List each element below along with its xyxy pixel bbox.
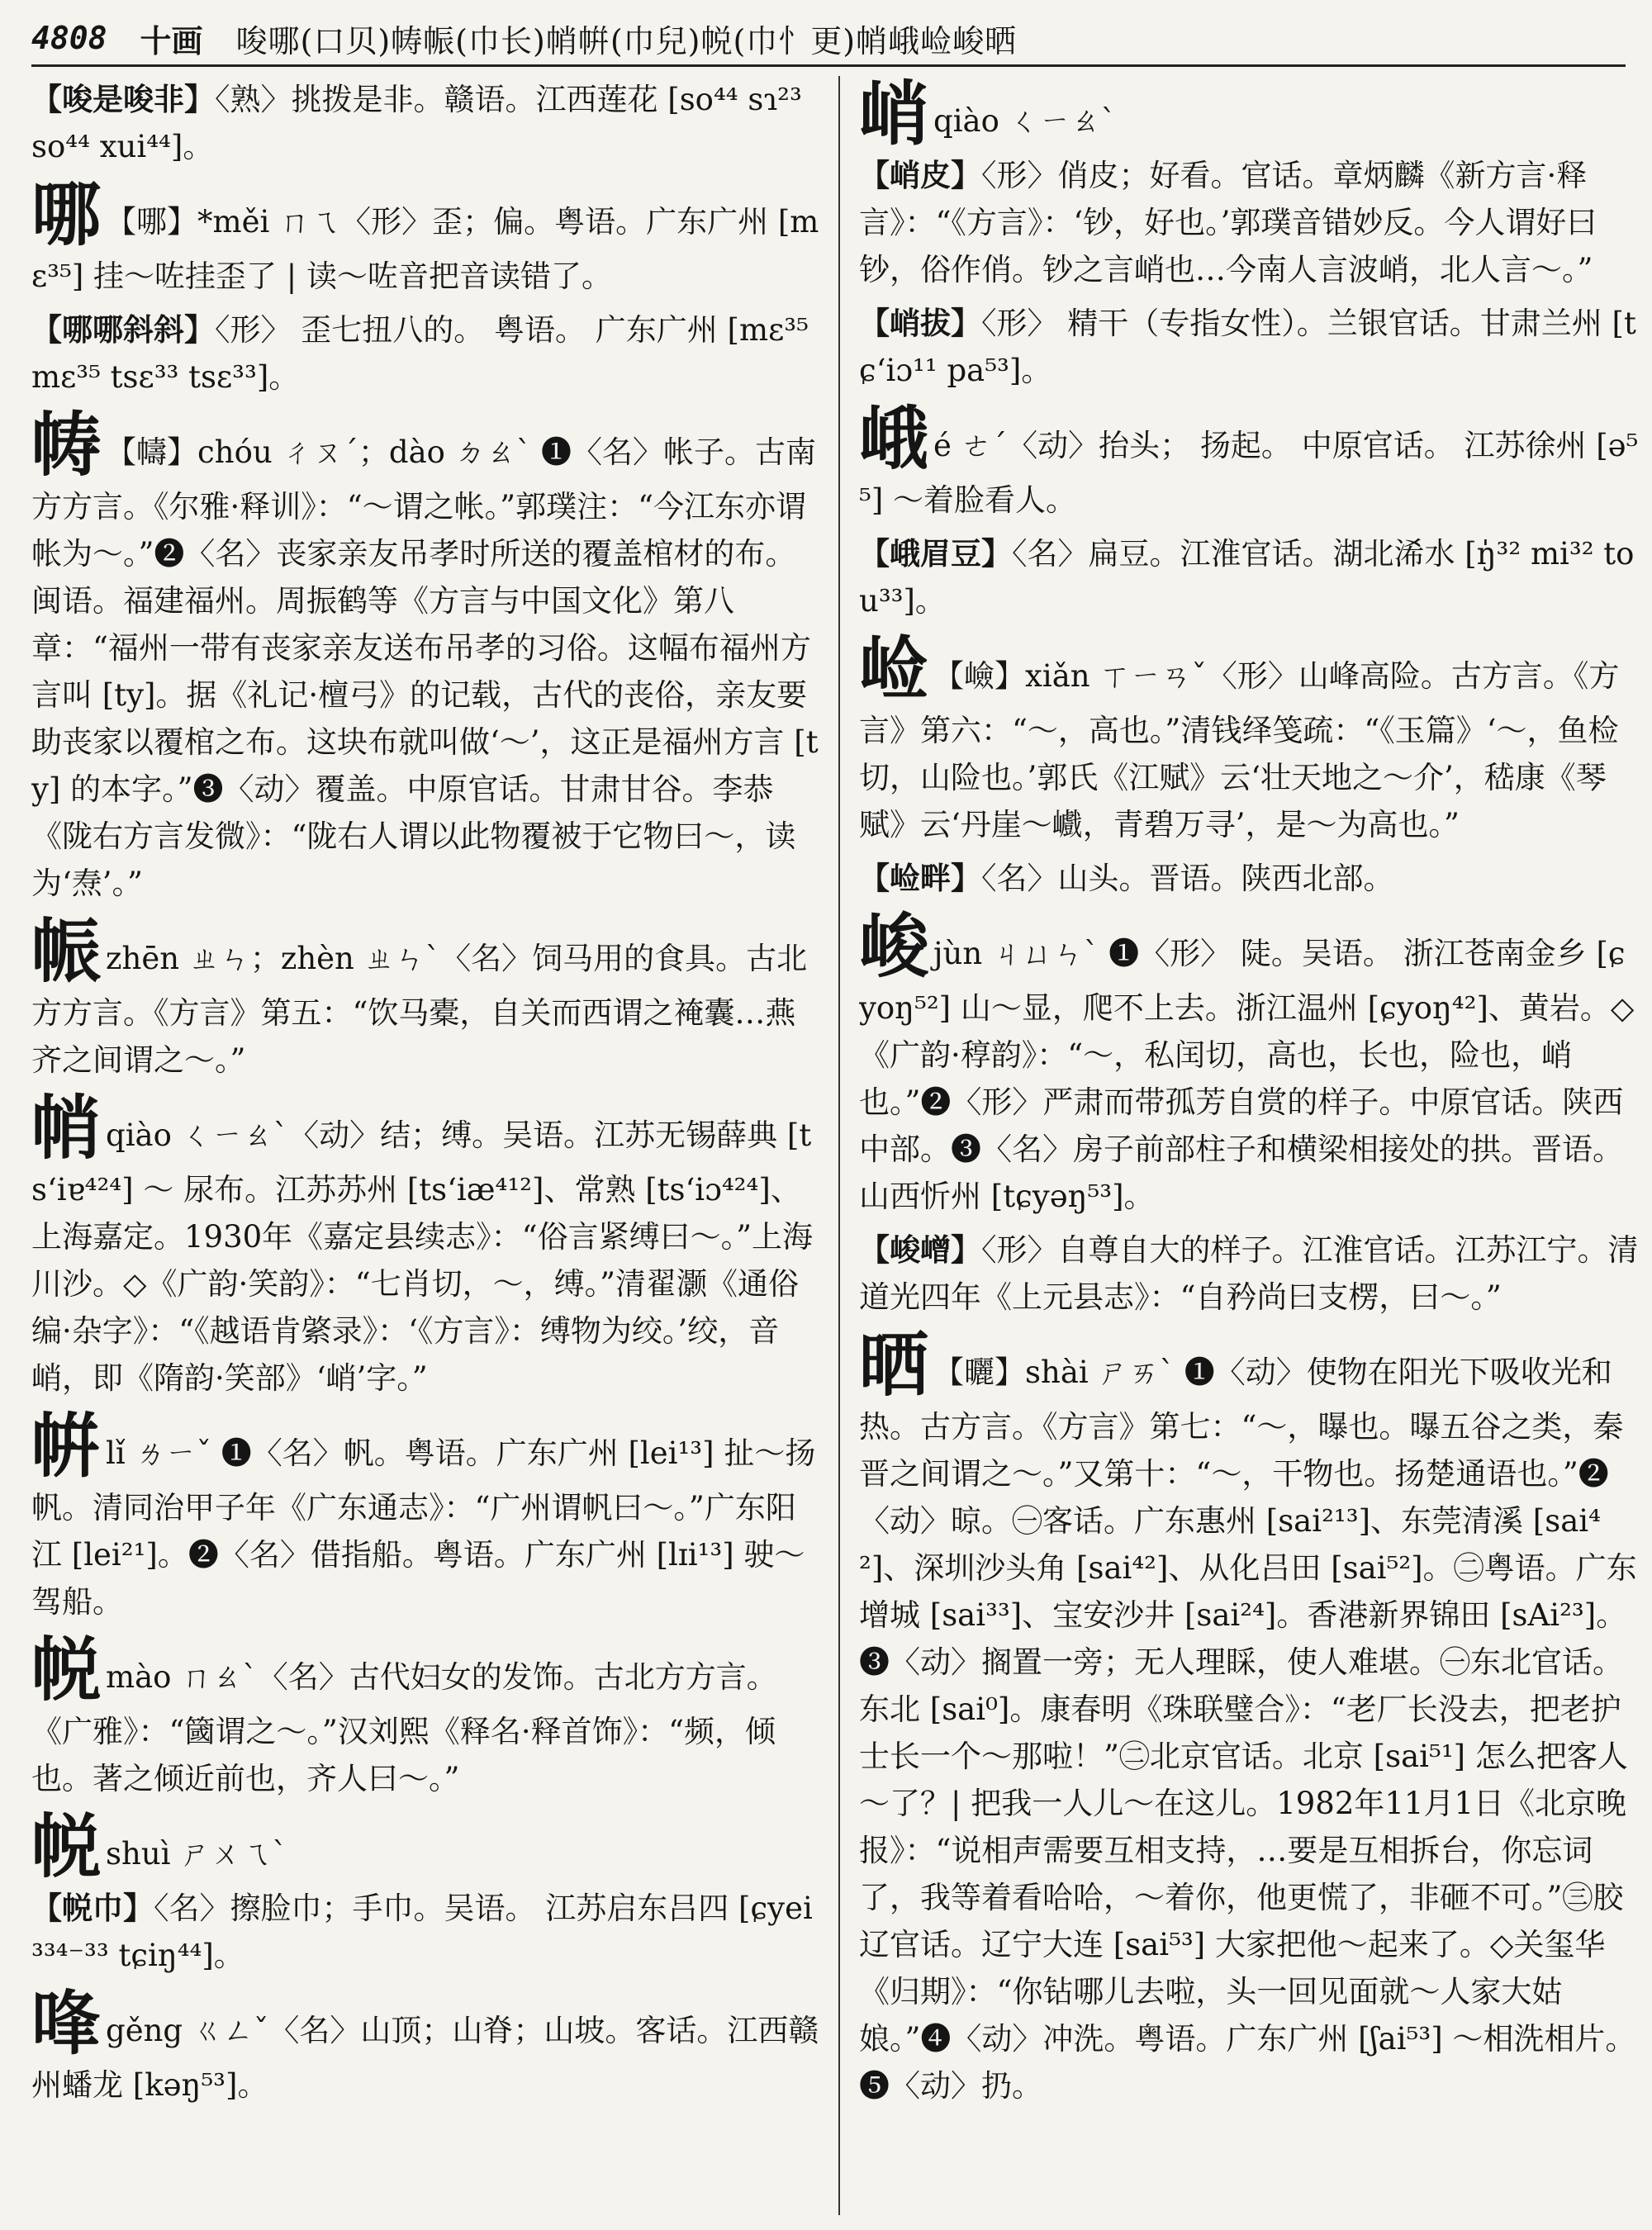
- headword-character: 帱: [31, 404, 102, 486]
- headword-character: 晒: [859, 1324, 929, 1406]
- phrase-entry: [859, 1226, 1640, 1321]
- character-entry: [859, 1324, 1640, 2109]
- phrase-entry: [859, 152, 1640, 293]
- headword-character: 哪: [31, 173, 102, 255]
- entry-text: mào ㄇㄠˋ〈名〉古代妇女的发饰。古北方方言。《广雅》：“簂谓之～。”汉刘熙《释名·释首饰》：“频，倾也。著之倾近前也，齐人曰～。”: [31, 1659, 777, 1796]
- stroke-group: 十画: [140, 21, 203, 59]
- phrase-entry: [859, 300, 1640, 394]
- phrase-entry: [31, 1885, 820, 1979]
- phrase-entry: [859, 530, 1640, 624]
- entry-text: 〈名〉山头。晋语。陕西北部。: [981, 861, 1394, 896]
- entry-text: 【曬】shài ㄕㄞˋ ❶〈动〉使物在阳光下吸收光和热。古方言。《方言》第七：“～，曝也。曝五谷之类，秦晋之间谓之～。”又第十：“～，干物也。扬楚通语也。”❷〈动〉晾。㊀客话。广东惠州 [sai²¹³]、东莞清溪 [sai⁴²]、深圳沙头角 [sai⁴²]、从化吕田 [sai⁵²]。㊁粤语。广东增城 [sai³³]、宝安沙井 [sai²⁴]。香港新界锦田 [sAi²³]。❸〈动〉搁置一旁；无人理睬，使人难堪。㊀东北官话。东北 [sai⁰]。康春明《珠联璧合》：“老厂长没去，把老护士长一个～那啦！”㊁北京官话。北京 [sai⁵¹] 怎么把客人～了？| 把我一人儿～在这儿。1982年11月1日《北京晚报》：“说相声需要互相支持，…要是互相拆台，你忘词了，我等着看哈哈，～着你，他更慌了，非砸不可。”㊂胶辽官话。辽宁大连 [sai⁵³] 大家把他～起来了。◇关玺华《归期》：“你钻哪儿去啦，头一回见面就～人家大姑娘。”❹〈动〉冲洗。粤语。广东广州 [ʃai⁵³] ～相洗相片。❺〈动〉扔。: [859, 1355, 1637, 2104]
- character-entry: [31, 404, 820, 907]
- character-entry: [31, 1629, 820, 1802]
- phrase-headword: 【峭皮】: [859, 157, 981, 193]
- entry-text: lǐ ㄌㄧˇ ❶〈名〉帆。粤语。广东广州 [lei¹³] 扯～扬帆。清同治甲子年《广东通志》：“广州谓帆曰～。”广东阳江 [lei²¹]。❷〈名〉借指船。粤语。广东广州 [lɪi¹³] 驶～驾船。: [31, 1435, 816, 1620]
- character-entry: [31, 1982, 820, 2109]
- headword-character: 帲: [31, 1405, 102, 1487]
- entry-text: shuì ㄕㄨㄟˋ: [106, 1836, 287, 1872]
- phrase-headword: 【帨巾】: [31, 1890, 154, 1926]
- character-entry: [31, 1805, 820, 1887]
- entry-text: 【幬】chóu ㄔㄡˊ；dào ㄉㄠˋ ❶〈名〉帐子。古南方方言。《尔雅·释训》：“～谓之帐。”郭璞注：“今江东亦谓帐为～。”❷〈名〉丧家亲友吊孝时所送的覆盖棺材的布。闽语。福建福州。周振鹤等《方言与中国文化》第八章：“福州一带有丧家亲友送布吊孝的习俗。这幅布福州方言叫 [ty]。据《礼记·檀弓》的记载，古代的丧俗，亲友要助丧家以覆棺之布。这块布就叫做‘～’，这正是福州方言 [ty] 的本字。”❸〈动〉覆盖。中原官话。甘肃甘谷。李恭《陇右方言发微》：“陇右人谓以此物覆被于它物曰～，读为‘焘’。”: [31, 434, 819, 901]
- entry-text: jùn ㄐㄩㄣˋ ❶〈形〉 陡。吴语。 浙江苍南金乡 [ɕyoŋ⁵²] 山～显，爬不上去。浙江温州 [ɕyoŋ⁴²]、黄岩。◇《广韵·稕韵》：“～，私闰切，高也，长也，险也，峭也。”❷〈形〉严肃而带孤芳自赏的样子。中原官话。陕西中部。❸〈名〉房子前部柱子和横梁相接处的拱。晋语。山西忻州 [tɕyəŋ⁵³]。: [859, 936, 1635, 1214]
- page-number: 4808: [31, 20, 107, 56]
- phrase-headword: 【峨眉豆】: [859, 535, 1012, 572]
- entry-text: 〈形〉自尊自大的样子。江淮官话。江苏江宁。清道光四年《上元县志》：“自矜尚曰支楞，曰～。”: [859, 1232, 1639, 1315]
- phrase-entry: [31, 306, 820, 401]
- character-entry: [31, 1405, 820, 1625]
- entry-text: 〈名〉擦脸巾；手巾。吴语。 江苏启东吕四 [ɕyei³³⁴⁻³³ tɕiŋ⁴⁴]。: [31, 1891, 813, 1973]
- entry-text: qiào ㄑㄧㄠˋ〈动〉结；缚。吴语。江苏无锡薛典 [ts‘iɐ⁴²⁴] ～ 尿布。江苏苏州 [ts‘iæ⁴¹²]、常熟 [ts‘iɔ⁴²⁴]、上海嘉定。1930年《嘉定县续志》：“俗言紧缚曰～。”上海川沙。◇《广韵·笑韵》：“七肖切，～，缚。”清翟灏《通俗编·杂字》：“《越语肯綮录》：‘《方言》：缚物为绞。’绞，音峭，即《隋韵·笑部》‘峭’字。”: [31, 1117, 813, 1396]
- phrase-entry: [859, 855, 1640, 902]
- headword-character: 帨: [31, 1629, 102, 1710]
- headword-character: 帨: [31, 1805, 102, 1887]
- headword-character: 帩: [31, 1087, 102, 1169]
- entry-text: é ㄜˊ〈动〉抬头； 扬起。 中原官话。 江苏徐州 [ə⁵⁵] ～着脸看人。: [859, 428, 1639, 518]
- phrase-headword: 【峻嶒】: [859, 1231, 981, 1268]
- headword-character: 峨: [859, 397, 929, 479]
- entry-text: qiào ㄑㄧㄠˋ: [933, 103, 1117, 139]
- right-column: [859, 76, 1640, 2215]
- headword-character: 峭: [859, 76, 929, 154]
- left-column: [31, 76, 820, 2215]
- entry-text: 【嶮】xiǎn ㄒㄧㄢˇ〈形〉山峰高险。古方言。《方言》第六：“～，高也。”清钱绎笺疏：“《玉篇》‘～，鱼检切，山险也。’郭氏《江赋》云‘壮天地之～介’，嵇康《琴赋》云‘丹崖～巇，青碧万寻’，是～为高也。”: [859, 658, 1620, 842]
- character-entry: [859, 628, 1640, 848]
- character-entry: [859, 905, 1640, 1220]
- entry-text: 〈形〉 精干（专指女性）。兰银官话。甘肃兰州 [tɕ‘iɔ¹¹ pa⁵³]。: [859, 306, 1636, 388]
- character-entry: [859, 397, 1640, 524]
- entry-text: 〈熟〉挑拨是非。赣语。江西莲花 [so⁴⁴ sɿ²³ so⁴⁴ xui⁴⁴]。: [31, 82, 802, 164]
- entry-text: gěng ㄍㄥˇ〈名〉山顶；山脊；山坡。客话。江西赣州蟠龙 [kəŋ⁵³]。: [31, 2013, 819, 2103]
- character-entry: [31, 173, 820, 300]
- phrase-headword: 【峭拔】: [859, 305, 981, 341]
- column-divider: [838, 76, 840, 2215]
- headword-character: 崄: [859, 628, 929, 709]
- headword-character: 㖓: [31, 1982, 102, 2064]
- phrase-headword: 【唆是唆非】: [31, 81, 215, 117]
- entry-text: 〈名〉扁豆。江淮官话。湖北浠水 [ŋ̍³² mi³² tou³³]。: [859, 536, 1635, 619]
- running-head: [31, 12, 1626, 67]
- phrase-entry: [31, 76, 820, 170]
- headword-character: 峻: [859, 905, 929, 987]
- phrase-headword: 【哪哪斜斜】: [31, 311, 215, 348]
- character-entry: [31, 1087, 820, 1402]
- header-characters: 唆哪(口贝)帱帪(巾长)帩帲(巾兒)帨(巾忄更)帩峨崄峻晒: [235, 22, 1018, 59]
- phrase-headword: 【崄畔】: [859, 860, 981, 896]
- entry-text: zhēn ㄓㄣ；zhèn ㄓㄣˋ〈名〉饲马用的食具。古北方方言。《方言》第五：“饮马橐，自关而西谓之裺囊…燕齐之间谓之～。”: [31, 941, 808, 1078]
- entry-text: 【哪】*měi ㄇㄟ〈形〉歪；偏。粤语。广东广州 [mɛ³⁵] 挂～咗挂歪了 | 读～咗音把音读错了。: [31, 204, 819, 294]
- entry-text: 〈形〉 歪七扭八的。 粤语。 广东广州 [mɛ³⁵ mɛ³⁵ tsɛ³³ tsɛ³³]。: [31, 312, 809, 395]
- character-entry: [859, 76, 1640, 152]
- character-entry: [31, 910, 820, 1084]
- headword-character: 帪: [31, 910, 102, 992]
- entry-text: 〈形〉俏皮；好看。官话。章炳麟《新方言·释言》：“《方言》：‘钞，好也。’郭璞音错妙反。今人谓好曰钞，俗作俏。钞之言峭也…今南人言波峭，北人言～。”: [859, 158, 1597, 287]
